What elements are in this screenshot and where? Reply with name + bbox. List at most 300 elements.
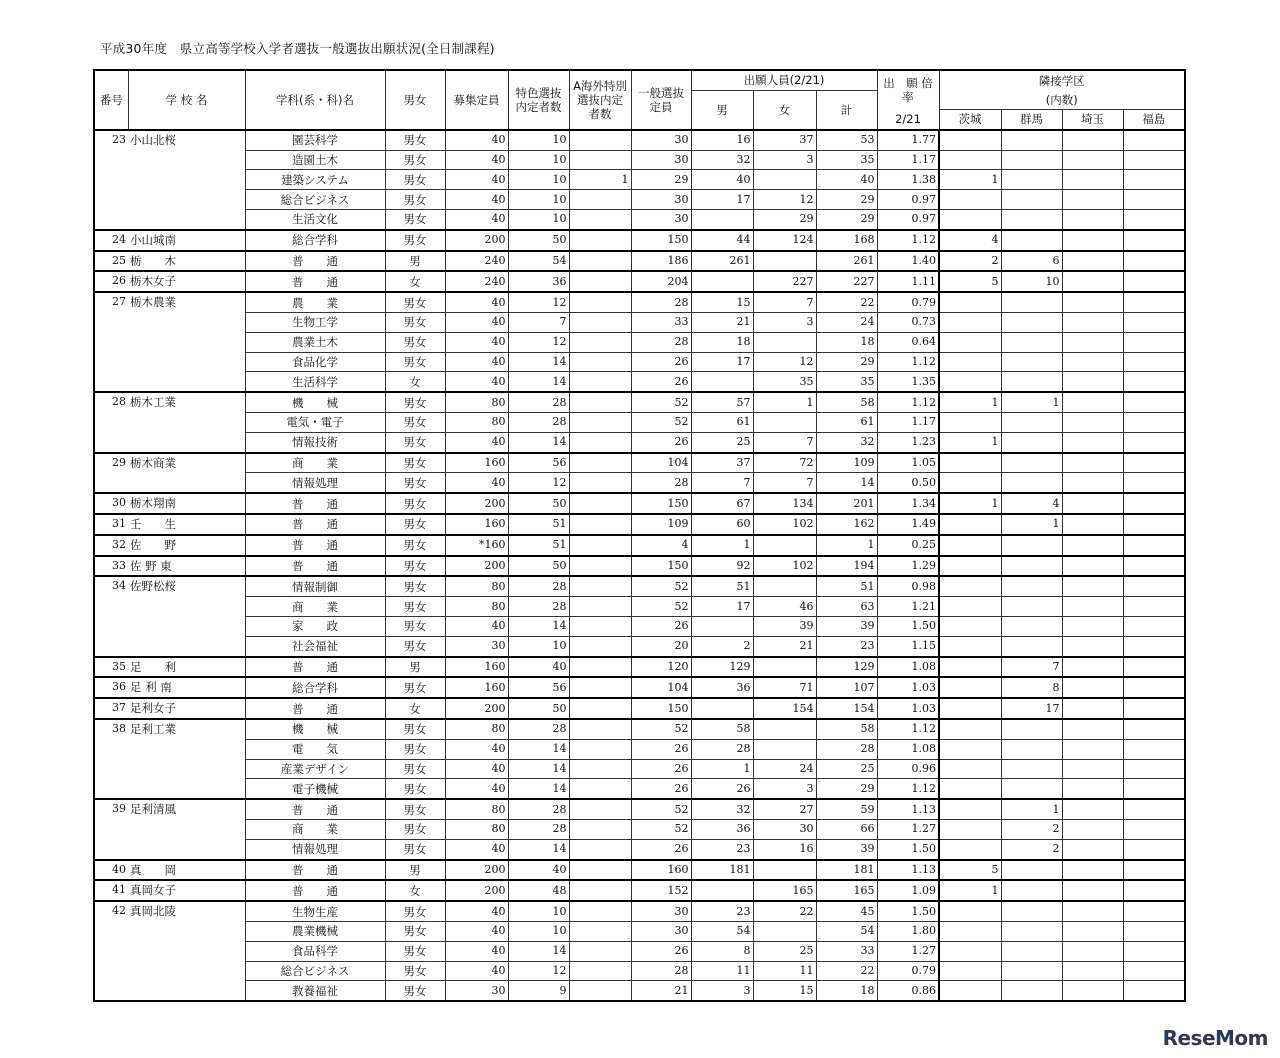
cell-fukushima	[1123, 799, 1185, 819]
cell-saitama	[1062, 617, 1123, 637]
school-number: 31	[94, 514, 128, 535]
cell-male: 36	[691, 819, 753, 839]
cell-quota: 160	[445, 657, 508, 678]
cell-male: 32	[691, 799, 753, 819]
cell-fukushima	[1123, 961, 1185, 981]
cell-general: 104	[631, 677, 691, 698]
cell-fukushima	[1123, 556, 1185, 577]
cell-ibaraki	[939, 657, 1001, 678]
cell-female	[753, 413, 816, 433]
cell-ratio: 1.08	[877, 739, 939, 759]
header-ratio-date: 2/21	[877, 110, 939, 130]
table-row	[94, 779, 1185, 799]
cell-male: 1	[691, 535, 753, 556]
cell-tokushoku: 12	[508, 961, 569, 981]
header-quota: 募集定員	[445, 70, 508, 130]
cell-tokushoku: 10	[508, 150, 569, 170]
table-row	[94, 941, 1185, 961]
cell-fukushima	[1123, 981, 1185, 1001]
cell-department: 普 通	[245, 556, 385, 577]
cell-general: 150	[631, 493, 691, 514]
cell-tokushoku: 50	[508, 556, 569, 577]
cell-department: 普 通	[245, 535, 385, 556]
cell-total: 45	[816, 901, 877, 921]
cell-total: 63	[816, 597, 877, 617]
cell-fukushima	[1123, 779, 1185, 799]
cell-general: 150	[631, 230, 691, 251]
cell-general: 21	[631, 981, 691, 1001]
cell-quota: 200	[445, 860, 508, 881]
cell-quota: 40	[445, 617, 508, 637]
cell-female	[753, 860, 816, 881]
cell-quota: 40	[445, 839, 508, 859]
cell-quota: 200	[445, 230, 508, 251]
cell-gunma: 8	[1001, 677, 1062, 698]
cell-gunma	[1001, 556, 1062, 577]
cell-female: 25	[753, 941, 816, 961]
resemom-logo: ReseMom	[1162, 1026, 1268, 1050]
cell-female: 11	[753, 961, 816, 981]
cell-quota: 40	[445, 961, 508, 981]
cell-tokushoku: 14	[508, 779, 569, 799]
cell-kaigai	[569, 739, 631, 759]
cell-quota: 160	[445, 677, 508, 698]
cell-female: 227	[753, 271, 816, 292]
table-row	[94, 313, 1185, 333]
cell-male: 21	[691, 313, 753, 333]
cell-ratio: 1.17	[877, 150, 939, 170]
cell-fukushima	[1123, 271, 1185, 292]
cell-ratio: 1.29	[877, 556, 939, 577]
cell-department: 普 通	[245, 271, 385, 292]
table-row	[94, 819, 1185, 839]
school-number: 23	[94, 130, 128, 230]
cell-gunma	[1001, 779, 1062, 799]
cell-female: 37	[753, 130, 816, 150]
table-row	[94, 130, 1185, 150]
cell-general: 30	[631, 901, 691, 921]
cell-total: 33	[816, 941, 877, 961]
cell-total: 18	[816, 981, 877, 1001]
cell-ibaraki	[939, 901, 1001, 921]
cell-saitama	[1062, 597, 1123, 617]
cell-gender: 男	[385, 860, 445, 881]
cell-quota: 80	[445, 576, 508, 596]
school-name: 足利工業	[128, 719, 245, 799]
cell-fukushima	[1123, 657, 1185, 678]
cell-department: 農 業	[245, 292, 385, 312]
cell-ibaraki	[939, 210, 1001, 230]
cell-saitama	[1062, 981, 1123, 1001]
cell-female: 102	[753, 556, 816, 577]
table-row	[94, 799, 1185, 819]
cell-gunma: 1	[1001, 392, 1062, 412]
table-row	[94, 392, 1185, 412]
cell-saitama	[1062, 210, 1123, 230]
cell-gunma	[1001, 230, 1062, 251]
cell-gender: 男女	[385, 230, 445, 251]
cell-fukushima	[1123, 819, 1185, 839]
school-number: 33	[94, 556, 128, 577]
school-number: 28	[94, 392, 128, 452]
cell-gender: 男女	[385, 473, 445, 493]
cell-total: 201	[816, 493, 877, 514]
cell-gunma	[1001, 921, 1062, 941]
cell-total: 194	[816, 556, 877, 577]
cell-ibaraki	[939, 981, 1001, 1001]
header-kaigai: A海外特別選抜内定者数	[569, 70, 631, 130]
cell-quota: 200	[445, 880, 508, 901]
cell-male: 37	[691, 453, 753, 473]
cell-total: 54	[816, 921, 877, 941]
cell-general: 52	[631, 799, 691, 819]
table-row	[94, 372, 1185, 392]
cell-ibaraki	[939, 779, 1001, 799]
table-row	[94, 332, 1185, 352]
cell-total: 28	[816, 739, 877, 759]
cell-ibaraki	[939, 372, 1001, 392]
school-number: 41	[94, 880, 128, 901]
cell-total: 181	[816, 860, 877, 881]
cell-ratio: 1.77	[877, 130, 939, 150]
cell-fukushima	[1123, 313, 1185, 333]
cell-gender: 男女	[385, 556, 445, 577]
cell-gunma	[1001, 190, 1062, 210]
cell-tokushoku: 28	[508, 392, 569, 412]
cell-saitama	[1062, 636, 1123, 656]
cell-fukushima	[1123, 677, 1185, 698]
cell-female	[753, 251, 816, 272]
school-name: 足利清風	[128, 799, 245, 859]
cell-total: 29	[816, 779, 877, 799]
cell-ratio: 1.09	[877, 880, 939, 901]
cell-kaigai	[569, 493, 631, 514]
cell-tokushoku: 54	[508, 251, 569, 272]
cell-fukushima	[1123, 941, 1185, 961]
header-neighbor-sub: (内数)	[939, 90, 1185, 109]
cell-ratio: 1.49	[877, 514, 939, 535]
cell-female: 3	[753, 150, 816, 170]
cell-saitama	[1062, 819, 1123, 839]
cell-fukushima	[1123, 617, 1185, 637]
cell-male	[691, 698, 753, 719]
table-row	[94, 453, 1185, 473]
cell-general: 204	[631, 271, 691, 292]
cell-ibaraki	[939, 739, 1001, 759]
school-name: 足 利	[128, 657, 245, 678]
cell-quota: 200	[445, 698, 508, 719]
cell-gunma	[1001, 150, 1062, 170]
cell-tokushoku: 56	[508, 453, 569, 473]
cell-kaigai	[569, 453, 631, 473]
table-row	[94, 597, 1185, 617]
cell-gender: 男女	[385, 432, 445, 452]
cell-fukushima	[1123, 413, 1185, 433]
cell-gunma	[1001, 597, 1062, 617]
header-tokushoku: 特色選抜内定者数	[508, 70, 569, 130]
cell-gender: 男女	[385, 576, 445, 596]
cell-kaigai	[569, 880, 631, 901]
cell-gunma	[1001, 941, 1062, 961]
cell-ratio: 1.17	[877, 413, 939, 433]
cell-kaigai	[569, 210, 631, 230]
cell-quota: 160	[445, 453, 508, 473]
cell-tokushoku: 10	[508, 921, 569, 941]
cell-department: 社会福祉	[245, 636, 385, 656]
cell-gender: 男女	[385, 677, 445, 698]
cell-department: 情報処理	[245, 839, 385, 859]
cell-male: 57	[691, 392, 753, 412]
cell-ratio: 1.80	[877, 921, 939, 941]
cell-ibaraki	[939, 130, 1001, 150]
cell-total: 154	[816, 698, 877, 719]
cell-kaigai	[569, 372, 631, 392]
cell-female: 165	[753, 880, 816, 901]
cell-saitama	[1062, 657, 1123, 678]
cell-department: 産業デザイン	[245, 759, 385, 779]
cell-tokushoku: 40	[508, 860, 569, 881]
cell-saitama	[1062, 251, 1123, 272]
school-name: 真 岡	[128, 860, 245, 881]
header-ibaraki: 茨城	[939, 110, 1001, 130]
cell-total: 58	[816, 392, 877, 412]
cell-saitama	[1062, 332, 1123, 352]
table-row	[94, 292, 1185, 312]
cell-female: 3	[753, 313, 816, 333]
school-number: 35	[94, 657, 128, 678]
cell-general: 28	[631, 332, 691, 352]
cell-kaigai	[569, 130, 631, 150]
cell-ibaraki	[939, 597, 1001, 617]
cell-tokushoku: 50	[508, 698, 569, 719]
cell-ratio: 0.86	[877, 981, 939, 1001]
cell-ibaraki	[939, 961, 1001, 981]
school-name: 真岡女子	[128, 880, 245, 901]
cell-male: 11	[691, 961, 753, 981]
cell-general: 29	[631, 170, 691, 190]
cell-general: 26	[631, 941, 691, 961]
cell-ibaraki	[939, 921, 1001, 941]
cell-gunma	[1001, 901, 1062, 921]
school-name: 佐 野 東	[128, 556, 245, 577]
cell-saitama	[1062, 880, 1123, 901]
cell-quota: 200	[445, 493, 508, 514]
school-name: 佐野松桜	[128, 576, 245, 656]
cell-male: 36	[691, 677, 753, 698]
cell-ratio: 1.12	[877, 352, 939, 372]
school-name: 小山北桜	[128, 130, 245, 230]
school-number: 37	[94, 698, 128, 719]
cell-total: 35	[816, 150, 877, 170]
cell-female: 39	[753, 617, 816, 637]
cell-quota: 40	[445, 921, 508, 941]
cell-general: 52	[631, 576, 691, 596]
cell-male: 3	[691, 981, 753, 1001]
cell-department: 家 政	[245, 617, 385, 637]
cell-total: 1	[816, 535, 877, 556]
cell-general: 150	[631, 698, 691, 719]
cell-fukushima	[1123, 292, 1185, 312]
cell-female	[753, 657, 816, 678]
cell-gender: 男女	[385, 130, 445, 150]
cell-saitama	[1062, 313, 1123, 333]
cell-tokushoku: 14	[508, 617, 569, 637]
cell-kaigai	[569, 352, 631, 372]
cell-gunma	[1001, 292, 1062, 312]
cell-quota: 40	[445, 779, 508, 799]
cell-quota: 40	[445, 941, 508, 961]
cell-fukushima	[1123, 860, 1185, 881]
cell-gender: 男女	[385, 901, 445, 921]
cell-kaigai	[569, 190, 631, 210]
table-row	[94, 698, 1185, 719]
header-female: 女	[753, 90, 816, 130]
cell-male: 16	[691, 130, 753, 150]
cell-gender: 男女	[385, 190, 445, 210]
cell-kaigai	[569, 799, 631, 819]
header-applicants: 出願人員(2/21)	[691, 70, 877, 90]
school-number: 36	[94, 677, 128, 698]
header-neighbor: 隣接学区	[939, 70, 1185, 90]
cell-ratio: 1.13	[877, 860, 939, 881]
cell-gender: 男女	[385, 332, 445, 352]
cell-kaigai	[569, 535, 631, 556]
cell-male: 261	[691, 251, 753, 272]
cell-total: 39	[816, 617, 877, 637]
cell-kaigai	[569, 332, 631, 352]
cell-kaigai	[569, 921, 631, 941]
table-row	[94, 636, 1185, 656]
cell-gunma	[1001, 332, 1062, 352]
cell-gunma: 10	[1001, 271, 1062, 292]
school-number: 38	[94, 719, 128, 799]
cell-gender: 男女	[385, 617, 445, 637]
cell-general: 52	[631, 719, 691, 739]
cell-saitama	[1062, 860, 1123, 881]
cell-general: 109	[631, 514, 691, 535]
cell-general: 33	[631, 313, 691, 333]
cell-male	[691, 271, 753, 292]
cell-saitama	[1062, 413, 1123, 433]
cell-gunma	[1001, 535, 1062, 556]
cell-saitama	[1062, 941, 1123, 961]
cell-kaigai	[569, 719, 631, 739]
cell-gender: 男女	[385, 799, 445, 819]
cell-gunma	[1001, 617, 1062, 637]
cell-total: 51	[816, 576, 877, 596]
cell-department: 園芸科学	[245, 130, 385, 150]
cell-kaigai	[569, 271, 631, 292]
cell-female	[753, 921, 816, 941]
cell-male: 28	[691, 739, 753, 759]
cell-ratio: 1.12	[877, 392, 939, 412]
cell-gunma	[1001, 432, 1062, 452]
cell-general: 30	[631, 190, 691, 210]
cell-gender: 男女	[385, 941, 445, 961]
cell-total: 18	[816, 332, 877, 352]
cell-gender: 男女	[385, 597, 445, 617]
cell-saitama	[1062, 473, 1123, 493]
cell-general: 160	[631, 860, 691, 881]
cell-gender: 男女	[385, 413, 445, 433]
cell-gender: 男女	[385, 352, 445, 372]
cell-quota: 40	[445, 759, 508, 779]
cell-department: 電 気	[245, 739, 385, 759]
cell-department: 生物生産	[245, 901, 385, 921]
cell-department: 情報制御	[245, 576, 385, 596]
school-number: 39	[94, 799, 128, 859]
cell-gender: 男女	[385, 779, 445, 799]
cell-general: 186	[631, 251, 691, 272]
cell-male: 61	[691, 413, 753, 433]
cell-quota: 40	[445, 473, 508, 493]
cell-ibaraki: 1	[939, 392, 1001, 412]
cell-fukushima	[1123, 719, 1185, 739]
cell-gunma	[1001, 453, 1062, 473]
cell-saitama	[1062, 392, 1123, 412]
cell-quota: 80	[445, 597, 508, 617]
cell-general: 30	[631, 130, 691, 150]
cell-ibaraki	[939, 190, 1001, 210]
cell-female: 3	[753, 779, 816, 799]
cell-gender: 男女	[385, 210, 445, 230]
cell-female	[753, 576, 816, 596]
cell-ratio: 0.98	[877, 576, 939, 596]
cell-male: 40	[691, 170, 753, 190]
cell-ratio: 1.08	[877, 657, 939, 678]
cell-total: 39	[816, 839, 877, 859]
cell-total: 227	[816, 271, 877, 292]
cell-gunma: 17	[1001, 698, 1062, 719]
cell-male: 17	[691, 597, 753, 617]
cell-general: 30	[631, 210, 691, 230]
cell-quota: 160	[445, 514, 508, 535]
cell-saitama	[1062, 576, 1123, 596]
header-fukushima: 福島	[1123, 110, 1185, 130]
cell-male	[691, 617, 753, 637]
cell-female: 7	[753, 432, 816, 452]
cell-general: 26	[631, 352, 691, 372]
cell-department: 食品科学	[245, 941, 385, 961]
cell-gunma	[1001, 860, 1062, 881]
cell-department: 普 通	[245, 799, 385, 819]
cell-gunma: 7	[1001, 657, 1062, 678]
cell-female	[753, 719, 816, 739]
cell-saitama	[1062, 921, 1123, 941]
cell-general: 152	[631, 880, 691, 901]
cell-kaigai	[569, 251, 631, 272]
cell-female	[753, 535, 816, 556]
cell-quota: 240	[445, 251, 508, 272]
cell-saitama	[1062, 901, 1123, 921]
cell-male	[691, 880, 753, 901]
cell-general: 104	[631, 453, 691, 473]
cell-saitama	[1062, 677, 1123, 698]
cell-female: 154	[753, 698, 816, 719]
cell-ratio: 1.38	[877, 170, 939, 190]
table-row	[94, 901, 1185, 921]
cell-female: 46	[753, 597, 816, 617]
cell-quota: 40	[445, 739, 508, 759]
cell-saitama	[1062, 535, 1123, 556]
cell-ibaraki	[939, 514, 1001, 535]
cell-female	[753, 739, 816, 759]
cell-ibaraki	[939, 292, 1001, 312]
cell-kaigai	[569, 698, 631, 719]
cell-saitama	[1062, 432, 1123, 452]
cell-saitama	[1062, 719, 1123, 739]
cell-saitama	[1062, 514, 1123, 535]
